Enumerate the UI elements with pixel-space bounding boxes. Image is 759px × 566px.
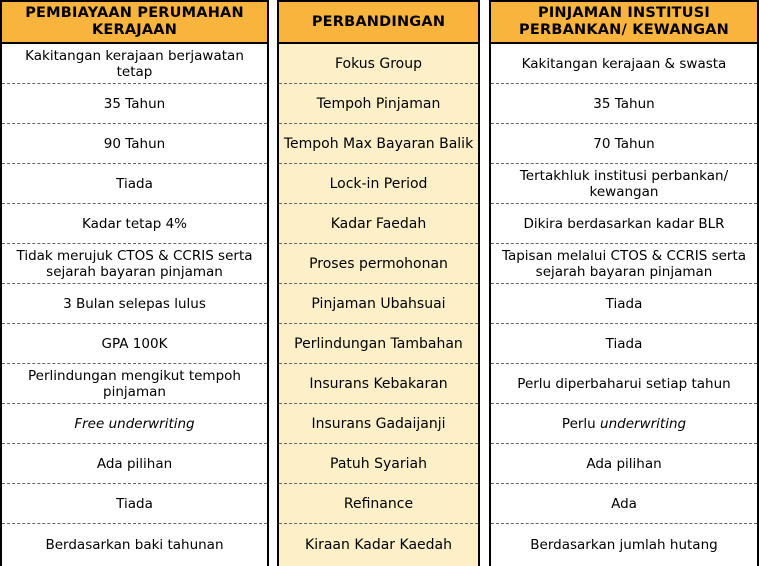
criteria-cell: Patuh Syariah bbox=[279, 444, 478, 484]
bank-cell bbox=[491, 404, 757, 444]
bank-cell: Berdasarkan jumlah hutang bbox=[530, 537, 718, 553]
government-cell: Kakitangan kerajaan berjawatan tetap bbox=[2, 44, 267, 84]
criteria-cell: Kadar Faedah bbox=[279, 204, 478, 244]
bank-cell: Tiada bbox=[491, 284, 757, 324]
bank-header: PINJAMAN INSTITUSI PERBANKAN/ KEWANGAN bbox=[491, 0, 757, 44]
government-cell: Berdasarkan baki tahunan bbox=[45, 537, 224, 553]
bank-cell: Tapisan melalui CTOS & CCRIS serta sejarah bayaran pinjaman bbox=[491, 244, 757, 284]
government-cell: Ada pilihan bbox=[2, 444, 267, 484]
criteria-cell: Proses permohonan bbox=[279, 244, 478, 284]
criteria-cell: Fokus Group bbox=[279, 44, 478, 84]
bank-cell: Kakitangan kerajaan & swasta bbox=[491, 44, 757, 84]
government-cell: 3 Bulan selepas lulus bbox=[2, 284, 267, 324]
criteria-cell: Tempoh Max Bayaran Balik bbox=[279, 124, 478, 164]
bank-column bbox=[489, 0, 759, 566]
bank-cell: Tertakhluk institusi perbankan/ kewangan bbox=[491, 164, 757, 204]
government-cell: 35 Tahun bbox=[2, 84, 267, 124]
government-cell: Tiada bbox=[2, 164, 267, 204]
criteria-cell: Lock-in Period bbox=[279, 164, 478, 204]
government-cell: Tidak merujuk CTOS & CCRIS serta sejarah bayaran pinjaman bbox=[2, 244, 267, 284]
bank-cell: Perlu diperbaharui setiap tahun bbox=[491, 364, 757, 404]
bank-cell: Tiada bbox=[491, 324, 757, 364]
criteria-cell: Insurans Kebakaran bbox=[279, 364, 478, 404]
bank-cell: Ada bbox=[491, 484, 757, 524]
comparison-column bbox=[277, 0, 480, 566]
criteria-cell: Tempoh Pinjaman bbox=[279, 84, 478, 124]
government-cell: Free underwriting bbox=[2, 404, 267, 444]
criteria-cell: Refinance bbox=[279, 484, 478, 524]
bank-cell: 35 Tahun bbox=[491, 84, 757, 124]
criteria-cell: Kiraan Kadar Kaedah bbox=[305, 537, 452, 553]
bank-cell-italic: underwriting bbox=[600, 415, 687, 432]
government-cell: 90 Tahun bbox=[2, 124, 267, 164]
criteria-cell: Insurans Gadaijanji bbox=[279, 404, 478, 444]
bank-cell: Dikira berdasarkan kadar BLR bbox=[491, 204, 757, 244]
government-header: PEMBIAYAAN PERUMAHAN KERAJAAN bbox=[2, 0, 267, 44]
government-cell: GPA 100K bbox=[2, 324, 267, 364]
criteria-cell: Perlindungan Tambahan bbox=[279, 324, 478, 364]
bank-cell: 70 Tahun bbox=[491, 124, 757, 164]
bank-cell: Ada pilihan bbox=[491, 444, 757, 484]
criteria-cell: Pinjaman Ubahsuai bbox=[279, 284, 478, 324]
government-column bbox=[0, 0, 269, 566]
bank-cell-prefix: Perlu bbox=[561, 415, 596, 432]
government-cell: Kadar tetap 4% bbox=[2, 204, 267, 244]
government-cell: Tiada bbox=[2, 484, 267, 524]
government-cell: Perlindungan mengikut tempoh pinjaman bbox=[2, 364, 267, 404]
comparison-header: PERBANDINGAN bbox=[279, 0, 478, 44]
